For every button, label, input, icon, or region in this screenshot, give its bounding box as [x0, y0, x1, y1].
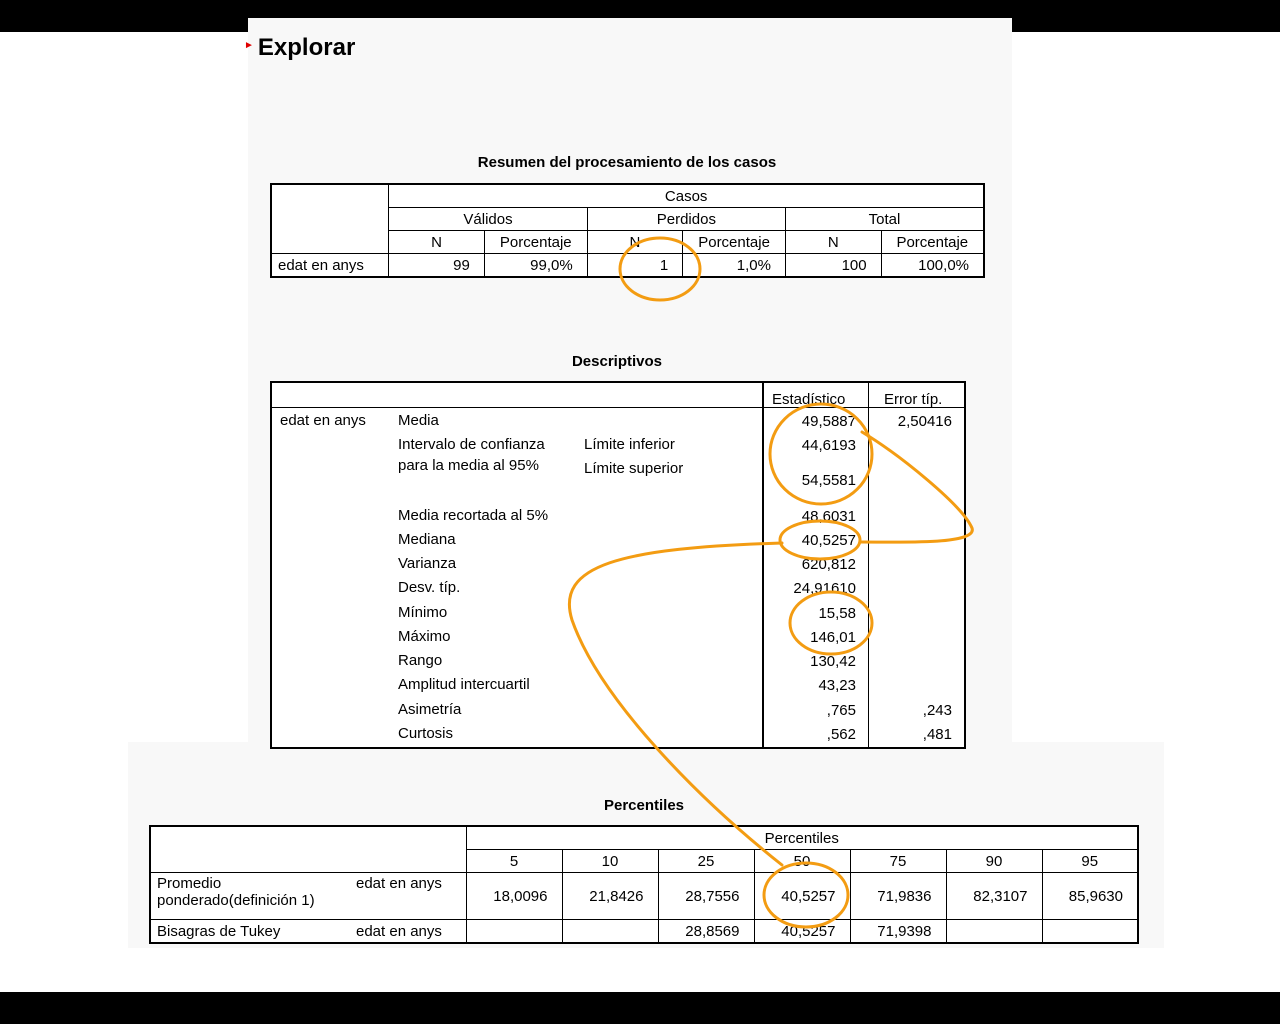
col-stat-header: Estadístico	[772, 391, 846, 408]
header-validos: Válidos	[389, 208, 587, 231]
stat-value: 49,5887	[801, 413, 856, 430]
col-pct: Porcentaje	[683, 231, 786, 254]
stat-value: ,765	[826, 702, 856, 719]
cell-value	[1042, 920, 1138, 944]
percentiles-table	[149, 825, 1139, 944]
row-label: edat en anys	[280, 412, 366, 429]
header-divider	[272, 407, 964, 408]
stat-value: 130,42	[810, 653, 856, 670]
stat-label: Asimetría	[398, 701, 462, 718]
stat-value: 40,5257	[801, 532, 856, 549]
err-value: 2,50416	[897, 413, 952, 430]
red-arrow-icon: ►	[244, 39, 254, 51]
stat-value: 146,01	[810, 629, 856, 646]
cell-value: 1,0%	[683, 254, 786, 278]
col-err-header: Error típ.	[884, 391, 943, 408]
descriptives-table	[270, 381, 966, 749]
stat-label: Varianza	[398, 555, 457, 572]
percentiles-caption: Percentiles	[603, 797, 685, 814]
cell-value: 100	[786, 254, 882, 278]
col-divider	[762, 383, 764, 747]
stat-value: 54,5581	[801, 472, 856, 489]
cell-value: 40,5257	[754, 920, 850, 944]
row-var: edat en anys	[350, 873, 466, 920]
cell-value	[946, 920, 1042, 944]
stat-label: Media	[398, 412, 439, 429]
col-divider	[868, 383, 869, 747]
stat-label: Curtosis	[398, 725, 454, 742]
page-title: Explorar	[257, 34, 356, 61]
col-percentile: 5	[466, 850, 562, 873]
stat-label: Intervalo de confianza	[398, 436, 545, 453]
header-total: Total	[786, 208, 985, 231]
stat-value: 48,6031	[801, 508, 856, 525]
cell-value: 1	[587, 254, 682, 278]
col-percentile: 90	[946, 850, 1042, 873]
stat-value: 620,812	[801, 556, 856, 573]
descriptives-caption: Descriptivos	[571, 353, 663, 370]
stat-value: ,562	[826, 726, 856, 743]
row-label: edat en anys	[271, 254, 389, 278]
header-casos: Casos	[389, 184, 984, 208]
col-n: N	[786, 231, 882, 254]
table-row	[150, 873, 1138, 920]
row-label: Bisagras de Tukey	[150, 920, 350, 944]
stat-label: Media recortada al 5%	[398, 507, 549, 524]
stat-value: 15,58	[818, 605, 856, 622]
page-title-row	[244, 34, 355, 62]
row-var: edat en anys	[350, 920, 466, 944]
col-n: N	[389, 231, 485, 254]
case-summary-table	[270, 183, 985, 278]
col-percentile: 10	[562, 850, 658, 873]
col-percentile: 25	[658, 850, 754, 873]
stat-label: Amplitud intercuartil	[398, 676, 530, 693]
cell-value: 99,0%	[484, 254, 587, 278]
row-label-line: Promedio	[157, 875, 222, 892]
cell-value: 28,8569	[658, 920, 754, 944]
cell-value: 100,0%	[881, 254, 984, 278]
cell-value: 21,8426	[562, 873, 658, 920]
cell-value: 28,7556	[658, 873, 754, 920]
cell-value: 82,3107	[946, 873, 1042, 920]
stat-label: Máximo	[398, 628, 451, 645]
table-row	[150, 920, 1138, 944]
cell-value: 40,5257	[754, 873, 850, 920]
case-summary-caption: Resumen del procesamiento de los casos	[477, 154, 777, 171]
col-pct: Porcentaje	[881, 231, 984, 254]
corner-cell	[271, 184, 389, 254]
stat-value: 43,23	[818, 677, 856, 694]
row-label	[150, 873, 350, 920]
col-percentile: 50	[754, 850, 850, 873]
stat-label: para la media al 95%	[398, 457, 539, 474]
err-value: ,481	[922, 726, 952, 743]
stat-label: Rango	[398, 652, 443, 669]
stat-value: 24,91610	[793, 580, 856, 597]
row-label-line: ponderado(definición 1)	[157, 892, 315, 909]
stat-label: Mínimo	[398, 604, 448, 621]
col-percentile: 75	[850, 850, 946, 873]
cell-value: 18,0096	[466, 873, 562, 920]
stat-sublabel: Límite superior	[584, 460, 684, 477]
cell-value: 71,9398	[850, 920, 946, 944]
cell-value	[466, 920, 562, 944]
col-n: N	[587, 231, 682, 254]
header-percentiles: Percentiles	[466, 826, 1138, 850]
cell-value: 99	[389, 254, 485, 278]
stat-value: 44,6193	[801, 437, 856, 454]
stat-sublabel: Límite inferior	[584, 436, 675, 453]
cell-value: 85,9630	[1042, 873, 1138, 920]
col-pct: Porcentaje	[484, 231, 587, 254]
stat-label: Mediana	[398, 531, 456, 548]
err-value: ,243	[922, 702, 952, 719]
col-percentile: 95	[1042, 850, 1138, 873]
table-row	[271, 254, 984, 278]
corner-cell	[150, 826, 466, 873]
cell-value	[562, 920, 658, 944]
header-perdidos: Perdidos	[587, 208, 785, 231]
cell-value: 71,9836	[850, 873, 946, 920]
stat-label: Desv. típ.	[398, 579, 461, 596]
